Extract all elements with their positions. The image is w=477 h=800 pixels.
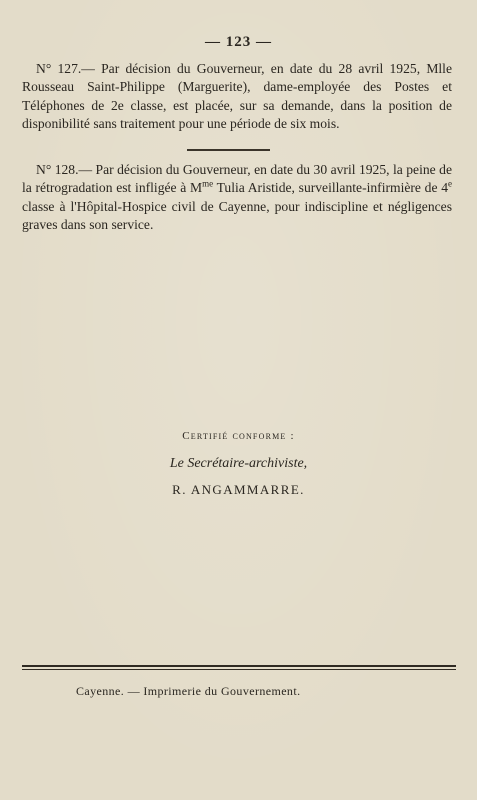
entry-text: — Par décision du Gouverneur, en date du 28 avril 1925, Mlle Rousseau Saint-Philippe (Marguerite), dame-employée des Postes et Téléphones de 2e classe, est placée, sur sa demande, dans la position de disponibilité sans traitement pour une période de six mois. [22, 61, 452, 132]
entry-text-part-b: Tulia Aristide, surveillante-infirmière de 4 [213, 180, 448, 196]
entry-text-part-c: classe à l'Hôpital-Hospice civil de Cayenne, pour indiscipline et négligences graves dans son service. [22, 198, 452, 233]
printer-imprint: Cayenne. — Imprimerie du Gouvernement. [76, 684, 301, 698]
page-number: — 123 — [205, 34, 272, 50]
superscript-me: me [202, 178, 214, 189]
entry-128 [22, 161, 452, 235]
certification-role: Le Secrétaire-archiviste, [169, 456, 308, 471]
certification-signatory: R. ANGAMMARRE. [172, 482, 305, 497]
superscript-e: e [448, 178, 452, 189]
entry-127 [22, 60, 452, 134]
section-divider [187, 149, 270, 151]
entry-text-part-a: — Par décision du Gouverneur, en date du 30 avril 1925, la peine de la rétrogradation est infligée à M [22, 162, 452, 196]
entry-number: N° 127. [36, 61, 82, 76]
certification-title: Certifié conforme : [182, 430, 295, 442]
entry-number: N° 128. [36, 162, 79, 177]
footer-rule-thin [22, 669, 456, 670]
footer-rule [22, 665, 456, 667]
